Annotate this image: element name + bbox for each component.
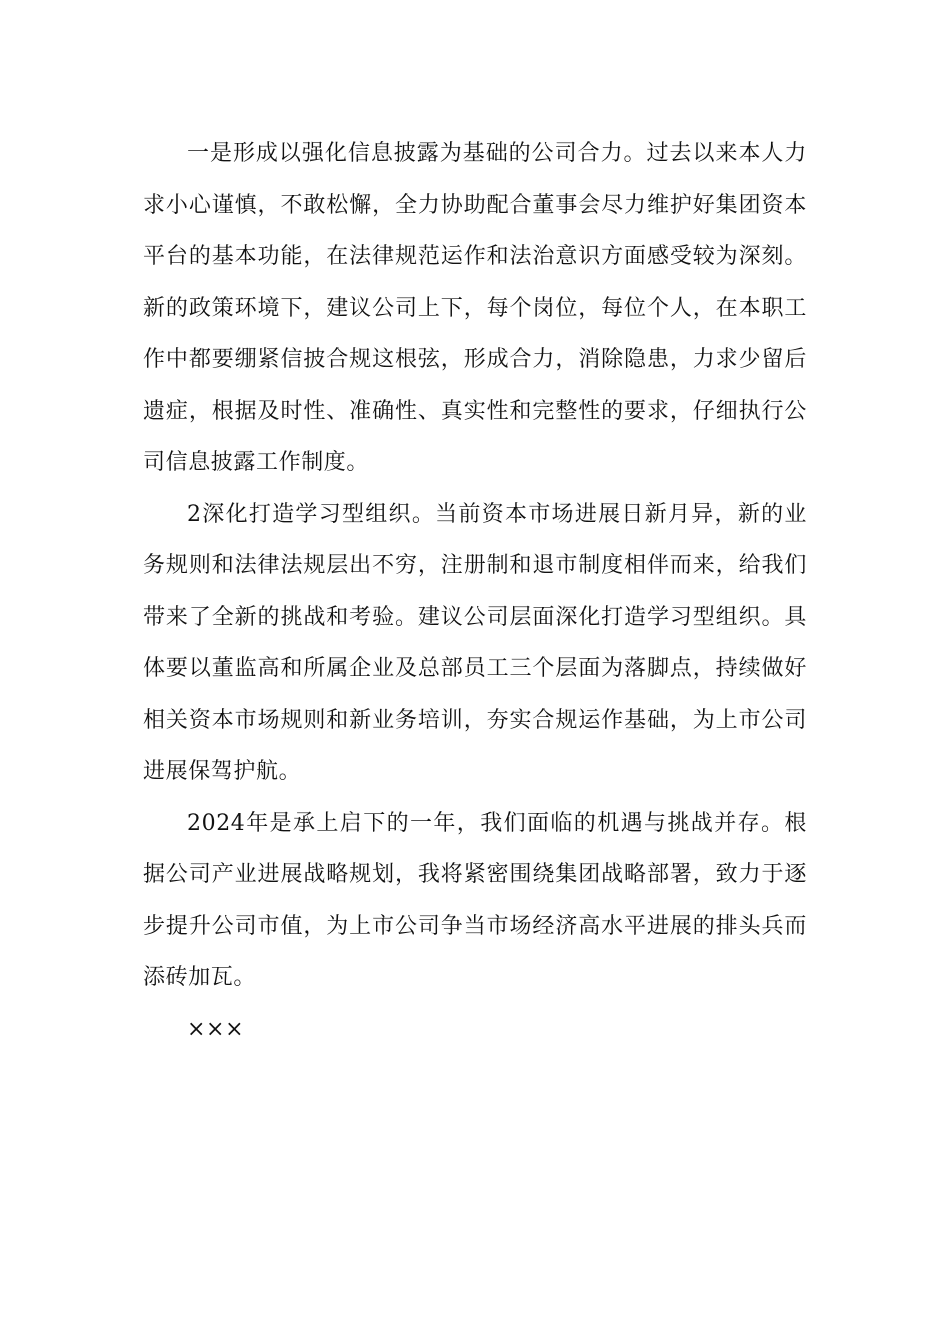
paragraph-information-disclosure: 一是形成以强化信息披露为基础的公司合力。过去以来本人力求小心谨慎，不敢松懈，全力协助配合董事会尽力维护好集团资本平台的基本功能，在法律规范运作和法治意识方面感受较为深刻。新的政策环境下，建议公司上下，每个岗位，每位个人，在本职工作中都要绷紧信披合规这根弦，形成合力，消除隐患，力求少留后遗症，根据及时性、准确性、真实性和完整性的要求，仔细执行公司信息披露工作制度。 (143, 141, 807, 475)
paragraph-2024-outlook: 2024年是承上启下的一年，我们面临的机遇与挑战并存。根据公司产业进展战略规划，我将紧密围绕集团战略部署，致力于逐步提升公司市值，为上市公司争当市场经济高水平进展的排头兵而添砖加瓦。 (143, 810, 807, 990)
paragraph-learning-organization: 2深化打造学习型组织。当前资本市场进展日新月异，新的业务规则和法律法规层出不穷，注册制和退市制度相伴而来，给我们带来了全新的挑战和考验。建议公司层面深化打造学习型组织。具体要以董监高和所属企业及总部员工三个层面为落脚点，持续做好相关资本市场规则和新业务培训，夯实合规运作基础，为上市公司进展保驾护航。 (143, 501, 807, 784)
signature: ××× (187, 1016, 245, 1042)
document-body (143, 128, 807, 1055)
